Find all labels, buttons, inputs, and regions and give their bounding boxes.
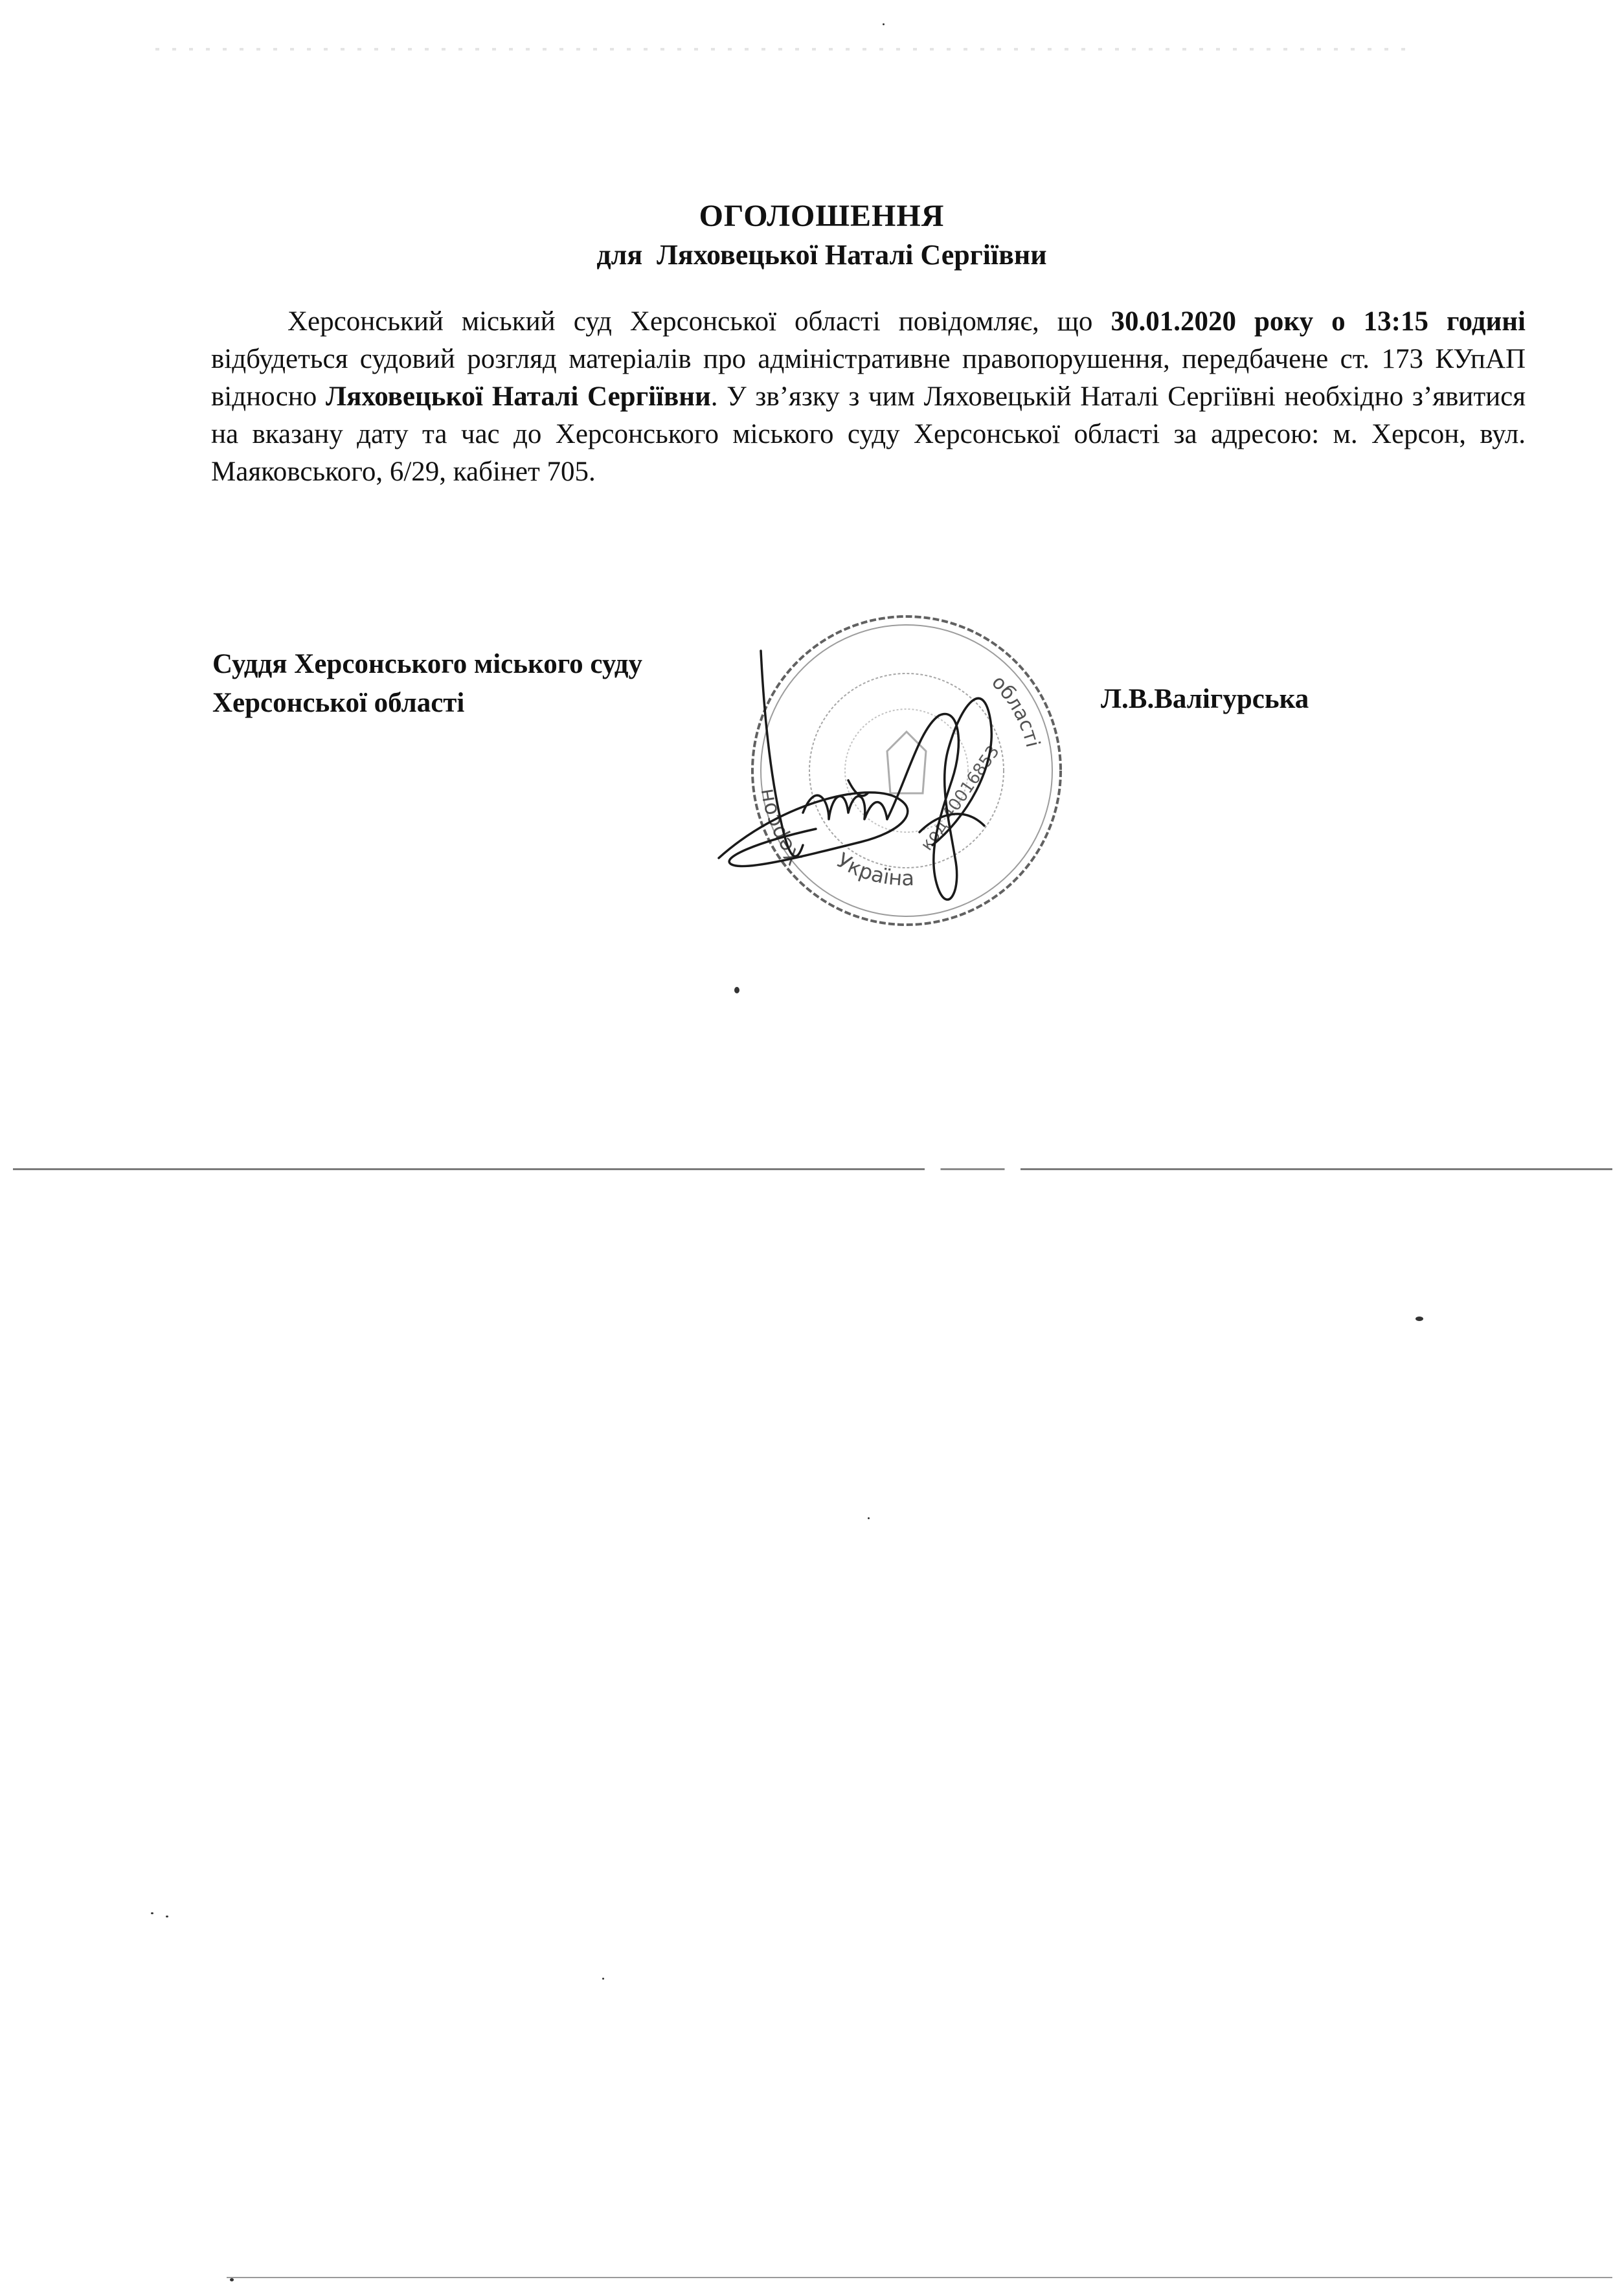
announcement-header [0,197,1624,275]
scan-speck [1415,1317,1423,1321]
scan-speck [151,1912,153,1914]
scan-speck [883,23,885,25]
page-bottom-line [227,2277,1612,2278]
announcement-title: ОГОЛОШЕННЯ [699,199,945,233]
scan-speck [734,987,739,993]
body-part-2: відбудеться судовий розгляд матеріалів про адміністративне правопорушення, передбачене ст. 173 КУпАП відносно [211,344,1526,412]
hearing-datetime: 30.01.2020 року о 13:15 годині [1111,306,1526,337]
judge-position-line-1: Суддя Херсонського міського суду [212,649,642,679]
scan-artifact-row [155,48,1418,51]
stamp-text-bottom: Україна [832,848,915,891]
judge-position-line-2: Херсонської області [212,688,465,718]
scan-speck [868,1517,870,1519]
svg-text:області [987,671,1044,749]
scan-speck [230,2278,234,2281]
subtitle-prefix: для [596,239,643,271]
body-part-1: Херсонський міський суд Херсонської області повідомляє, що [288,306,1111,337]
defendant-name: Ляховецької Наталі Сергіївни [326,381,711,412]
page-divider-line [13,1168,1612,1170]
stamp-signature-icon [706,586,1094,936]
court-stamp-with-signature [706,586,1094,936]
announcement-body [211,303,1526,491]
judge-position [212,645,642,723]
stamp-text-left: Херсон [753,787,807,870]
subtitle-name: Ляховецької Наталі Сергіївни [657,239,1047,271]
stamp-text-right: області [987,671,1044,750]
body-part-3: . У зв’язку з чим Ляховецькій Наталі Сергіївні необхідно з’явитися на вказану дату та час до Херсонського міського суду Херсонської області за адресою: м. Херсон, вул. Маяковського, 6/29, кабінет 705. [211,381,1526,487]
svg-text:Україна [833,848,914,890]
announcement-subtitle [19,236,1624,275]
judge-name: Л.В.Валігурська [1101,684,1309,714]
scan-speck [602,1978,604,1980]
scan-speck [166,1916,168,1917]
stamp-code-text: код 40016853 [917,742,1004,855]
